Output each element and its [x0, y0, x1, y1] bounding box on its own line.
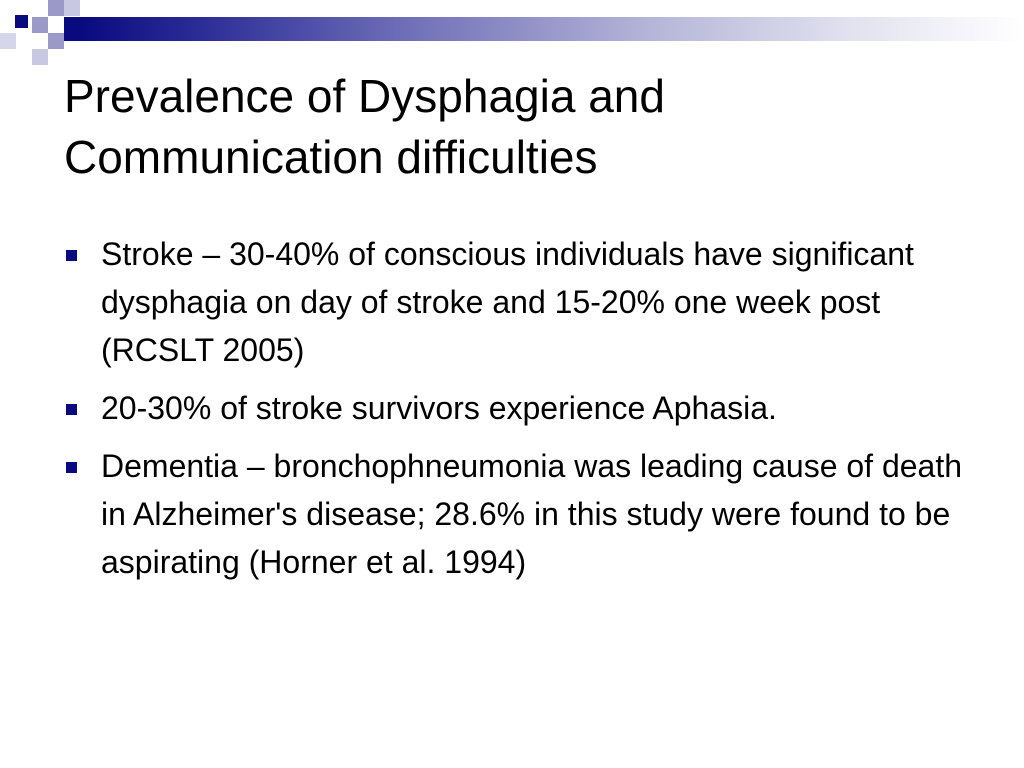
bullet-item [64, 230, 964, 374]
decor-square-light [48, 33, 64, 49]
slide-title-line: Prevalence of Dysphagia and [64, 70, 665, 122]
square-bullet-icon [66, 250, 77, 261]
decor-square-light [32, 17, 48, 33]
slide-title [64, 66, 984, 188]
header-gradient-bar [80, 17, 1024, 41]
bullet-text: Stroke – 30-40% of conscious individuals have significant dysphagia on day of stroke and 15-20% one week post (RCSLT 2005) [101, 236, 914, 368]
square-bullet-icon [66, 404, 77, 415]
decor-square-light [64, 0, 80, 16]
decor-square-light [48, 0, 64, 16]
slide-title-line: Communication difficulties [64, 131, 598, 183]
bullet-text: 20-30% of stroke survivors experience Aphasia. [101, 390, 777, 426]
square-bullet-icon [66, 462, 77, 473]
decor-square-light [32, 49, 48, 65]
decor-square-light [0, 33, 16, 49]
bullet-list [64, 230, 964, 596]
decor-square-dark [15, 15, 28, 28]
bullet-item [64, 384, 964, 432]
decor-square-dark [64, 17, 80, 41]
bullet-text: Dementia – bronchophneumonia was leading cause of death in Alzheimer's disease; 28.6% in this study were found to be aspirating (Horner et al. 1994) [101, 448, 963, 580]
bullet-item [64, 442, 964, 586]
